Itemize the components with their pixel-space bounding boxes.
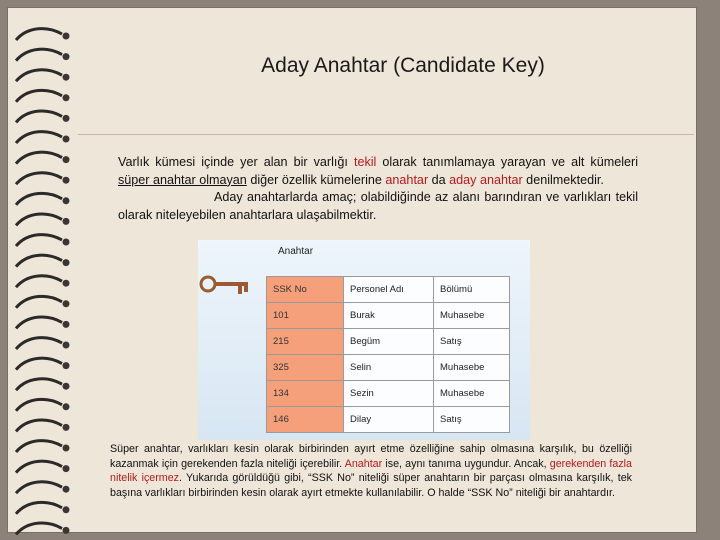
binder-ring [16,399,62,410]
explanation-paragraph [110,442,632,500]
binder-hole [63,136,70,143]
figure-caption: Anahtar [278,246,314,257]
para1-highlight-aday-anahtar: aday anahtar [449,172,523,187]
binder-ring [16,379,62,390]
binder-hole [63,239,70,246]
binder-ring [16,338,62,349]
definition-paragraph [118,154,638,224]
cell-personel-adi: Sezin [344,381,434,407]
cell-bolumu: Muhasebe [434,355,510,381]
binder-ring [16,111,62,122]
binder-ring [16,132,62,143]
binder-hole [63,300,70,307]
binder-hole [63,403,70,410]
binder-hole [63,486,70,493]
cell-ssk-no: 134 [267,381,344,407]
binder-ring [16,70,62,81]
cell-ssk-no: 325 [267,355,344,381]
cell-ssk-no: 146 [267,407,344,433]
header-personel-adi: Personel Adı [344,277,434,303]
para2-text: . Yukarıda görüldüğü gibi, “SSK No” niteliği süper anahtarın bir parçası olmasına karşılık, tek başına varlıkları birbirinden kesin olarak ayırt etmekte kullanılabilir. O halde “SSK No” niteliği bir anahtardır. [110,472,632,499]
para1-text: da [428,172,450,187]
table-row [267,303,510,329]
slide-page [8,8,696,532]
para1-underline: süper anahtar olmayan [118,172,247,187]
cell-ssk-no: 101 [267,303,344,329]
binder-ring [16,420,62,431]
key-icon [198,274,258,300]
table-row [267,407,510,433]
binder-ring [16,255,62,266]
cell-bolumu: Satış [434,407,510,433]
binder-ring [16,461,62,472]
para2-highlight-rule: gerekenden fazla nitelik içermez [110,457,632,485]
binder-hole [63,33,70,40]
binder-ring [16,276,62,287]
binder-hole [63,94,70,101]
para2-text: Süper anahtar, varlıkları kesin olarak birbirinden ayırt etme özelliğine sahip olmasına karşılık, bu özelliği kazanmak için gerekenden fazla niteliği içerebilir. [110,443,632,470]
binder-hole [63,115,70,122]
binder-ring [16,317,62,328]
para2-text: ise, aynı tanıma uygundur. Ancak, [382,457,550,470]
binder-hole [63,465,70,472]
para1-highlight-anahtar: anahtar [385,172,429,187]
binder-hole [63,321,70,328]
binder-hole [63,383,70,390]
binder-hole [63,527,70,534]
binder-hole [63,74,70,81]
cell-ssk-no: 215 [267,329,344,355]
para1-text: denilmektedir. [522,172,604,187]
title-divider [78,134,694,135]
para1-text: olarak tanımlamaya yarayan ve alt kümeleri [376,155,639,169]
binder-ring [16,193,62,204]
para1-goal-text: Aday anahtarlarda amaç; olabildiğinde az alanı barındıran ve varlıkları tekil olarak niteleyebilen anahtarlara ulaşabilmektir. [118,190,638,222]
binder-hole [63,259,70,266]
table-row [267,355,510,381]
binder-hole [63,342,70,349]
binder-hole [63,424,70,431]
cell-personel-adi: Begüm [344,329,434,355]
para1-text: diğer özellik kümelerine [246,172,386,187]
binder-hole [63,156,70,163]
table-header-row [267,277,510,303]
cell-bolumu: Muhasebe [434,381,510,407]
binder-ring [16,173,62,184]
binder-hole [63,362,70,369]
cell-personel-adi: Selin [344,355,434,381]
binder-ring [16,29,62,40]
slide-title: Aday Anahtar (Candidate Key) [261,54,545,77]
binder-ring [16,152,62,163]
binder-ring [16,90,62,101]
binder-ring [16,523,62,534]
cell-bolumu: Muhasebe [434,303,510,329]
binder-hole [63,445,70,452]
binder-hole [63,177,70,184]
cell-personel-adi: Dilay [344,407,434,433]
key-table [266,276,510,433]
binder-ring [16,214,62,225]
binder-ring [16,482,62,493]
table-row [267,329,510,355]
spiral-binding [8,18,78,538]
binder-ring [16,296,62,307]
header-bolumu: Bölümü [434,277,510,303]
key-figure [198,240,530,440]
para1-highlight-tekil: tekil [353,155,377,169]
cell-personel-adi: Burak [344,303,434,329]
para2-highlight-anahtar: Anahtar [344,457,383,470]
binder-ring [16,235,62,246]
para1-text: Varlık kümesi içinde yer alan bir varlığı [118,155,354,169]
binder-hole [63,280,70,287]
cell-bolumu: Satış [434,329,510,355]
binder-ring [16,358,62,369]
binder-hole [63,218,70,225]
binder-hole [63,506,70,513]
binder-hole [63,53,70,60]
header-ssk-no: SSK No [267,277,344,303]
binder-hole [63,197,70,204]
table-row [267,381,510,407]
binder-ring [16,441,62,452]
binder-ring [16,49,62,60]
binder-ring [16,502,62,513]
